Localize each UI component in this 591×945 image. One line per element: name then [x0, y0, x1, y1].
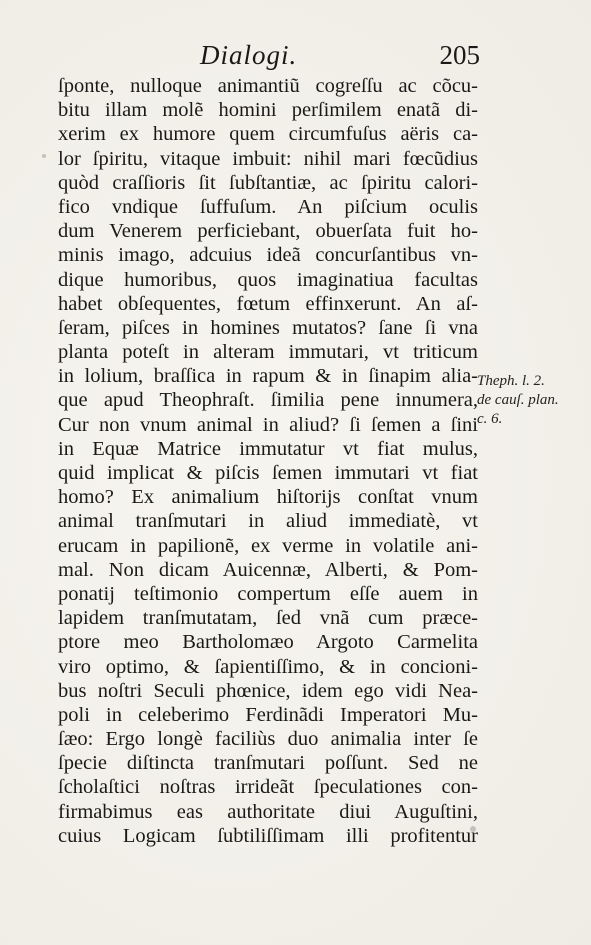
text-line: Cur non vnum animal in aliud? ſi ſemen a ſini: [58, 413, 478, 436]
text-line: bus noſtri Seculi phœnice, idem ego vidi Nea-: [58, 679, 478, 702]
text-line: dique humoribus, quos imaginatiua facultas: [58, 268, 478, 291]
text-line: habet obſequentes, fœtum effinxerunt. An aſ-: [58, 292, 478, 315]
text-line: in lolium, braſſica in rapum & in ſinapim alia-: [58, 365, 478, 388]
text-line: erucam in papilionẽ, ex verme in volatile ani-: [58, 534, 478, 557]
text-line: viro optimo, & ſapientiſſimo, & in concioni-: [58, 655, 478, 678]
text-line: cuius Logicam ſubtiliſſimam illi profitentur: [58, 824, 478, 847]
text-line: in Equæ Matrice immutatur vt fiat mulus,: [58, 437, 478, 460]
text-line: ſpecie diſtincta tranſmutari poſſunt. Sed ne: [58, 752, 478, 775]
ink-speck: [470, 826, 476, 832]
text-line: ſæo: Ergo longè faciliùs duo animalia inter ſe: [58, 728, 478, 751]
text-line: minis imago, adcuius ideã concurſantibus vn-: [58, 244, 478, 267]
text-line: ſponte, nulloque animantiũ cogreſſu ac cõcu-: [58, 75, 478, 97]
text-line: planta poteſt in alteram immutari, vt triticum: [58, 341, 478, 364]
body-text: [58, 74, 478, 848]
text-line: poli in celeberimo Ferdinãdi Imperatori Mu-: [58, 703, 478, 726]
margin-note-line: de cauſ. plan.: [477, 392, 559, 408]
text-line: que apud Theophraſt. ſimilia pene innumera,: [58, 389, 478, 412]
text-line: dum Venerem perficiebant, obuerſata fuit ho-: [58, 220, 478, 243]
margin-note-line: c. 6.: [477, 411, 503, 427]
text-line: quòd craſſioris ſit ſubſtantiæ, ac ſpiritu calori-: [58, 171, 478, 194]
text-line: ponatij teſtimonio compertum eſſe auem in: [58, 582, 478, 605]
text-line: firmabimus eas authoritate diui Auguſtini,: [58, 800, 478, 823]
text-line: ſeram, piſces in homines mutatos? ſane ſi vna: [58, 316, 478, 339]
text-line: xerim ex humore quem circumfuſus aëris ca-: [58, 123, 478, 146]
text-line: animal tranſmutari in aliud immediatè, vt: [58, 510, 478, 533]
text-line: quid implicat & piſcis ſemen immutari vt fiat: [58, 462, 478, 484]
text-line: ſcholaſtici noſtras irrideãt ſpeculationes con-: [58, 776, 478, 799]
text-line: ptore meo Bartholomæo Argoto Carmelita: [58, 631, 478, 654]
margin-note-line: Theph. l. 2.: [477, 373, 545, 389]
text-line: bitu illam molẽ homini perſimilem enatã di-: [58, 99, 478, 122]
text-line: lor ſpiritu, vitaque imbuit: nihil mari fœcũdius: [58, 147, 478, 170]
text-line: homo? Ex animalium hiſtorijs conſtat vnum: [58, 486, 478, 509]
running-title: Dialogi.: [200, 40, 298, 70]
page-header: [60, 40, 480, 74]
text-line: fico vndique ſuffuſum. An piſcium oculis: [58, 195, 478, 218]
ink-speck: [42, 154, 46, 158]
page-number: 205: [439, 40, 480, 70]
text-line: mal. Non dicam Auicennæ, Alberti, & Pom-: [58, 558, 478, 581]
margin-note: [477, 372, 587, 429]
text-line: lapidem tranſmutatam, ſed vnã cum præce-: [58, 607, 478, 630]
